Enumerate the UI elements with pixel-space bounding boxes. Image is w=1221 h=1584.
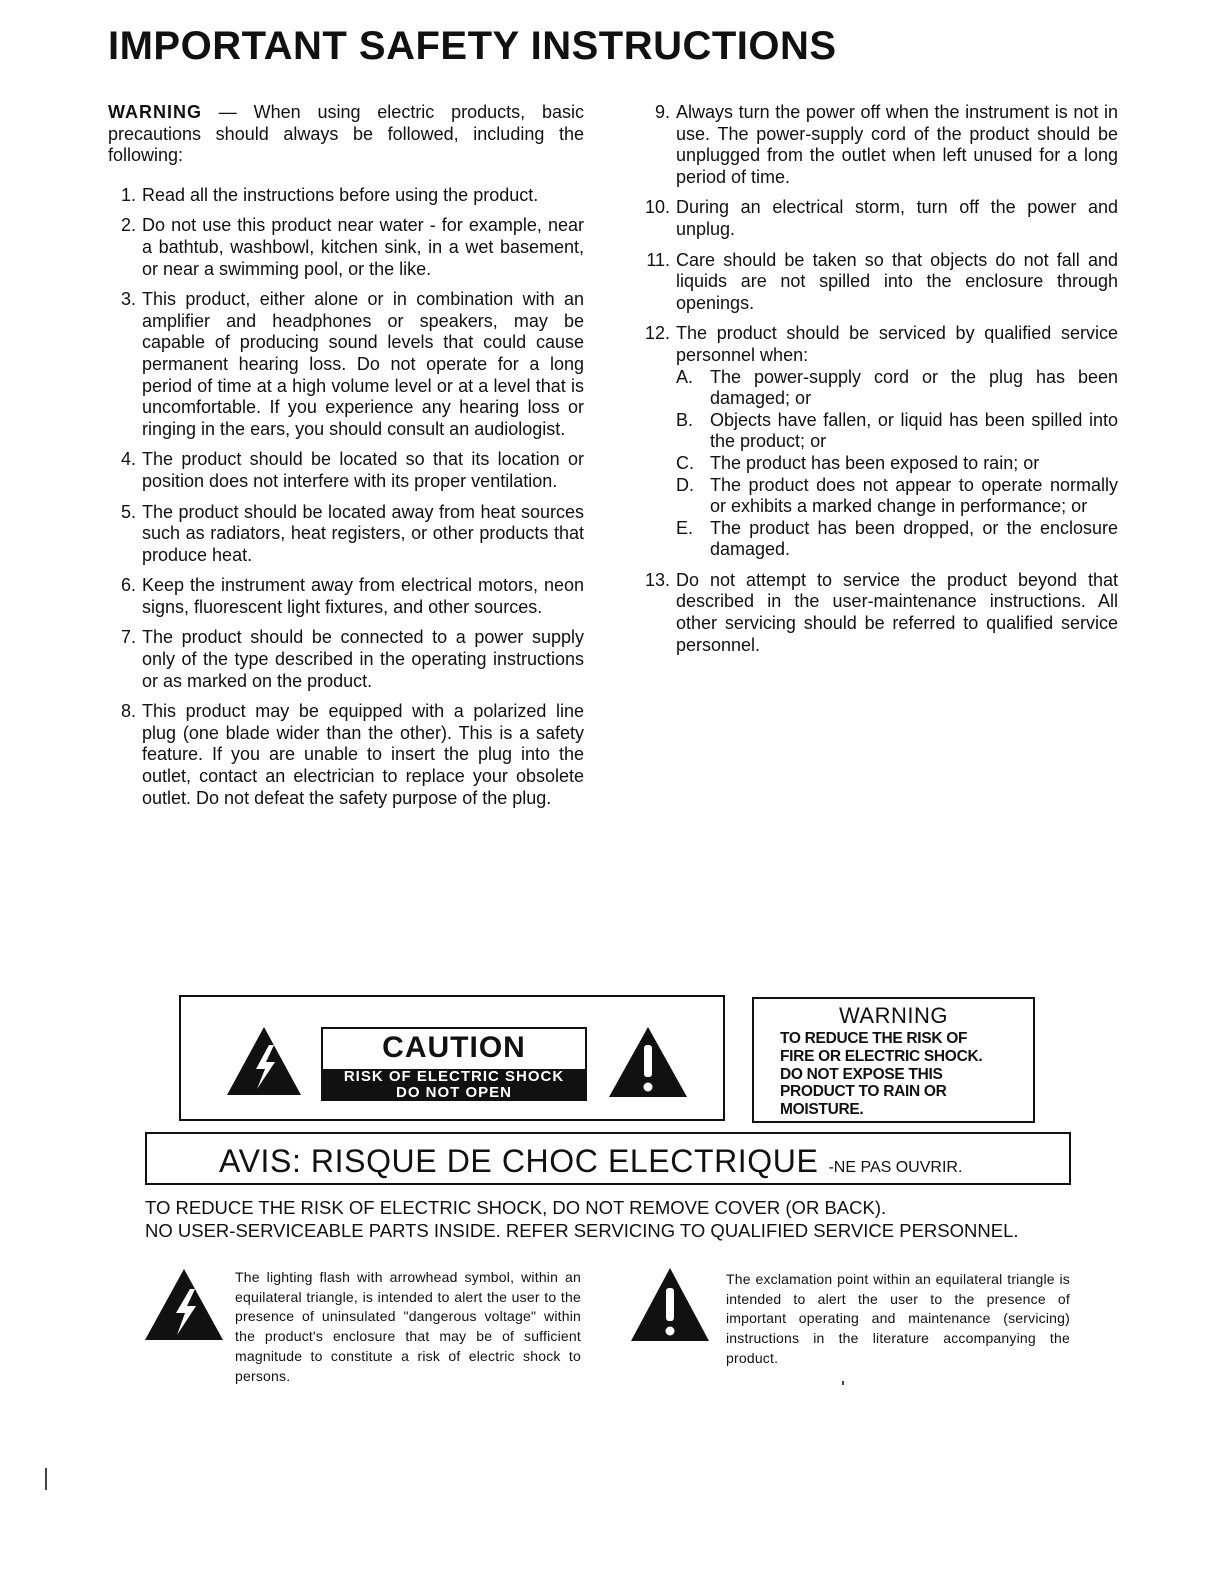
left-column <box>108 102 584 818</box>
sub-item-text: The product has been exposed to rain; or <box>710 452 1040 473</box>
item-text: The product should be connected to a power supply only of the type described in the operating instructions or as marked on the product. <box>142 627 584 691</box>
item-number: 4. <box>120 449 136 470</box>
intro-warning-label: WARNING <box>108 102 202 122</box>
shock-notice-line-1: TO REDUCE THE RISK OF ELECTRIC SHOCK, DO NOT REMOVE COVER (OR BACK). <box>145 1197 887 1218</box>
item-text <box>676 323 1118 561</box>
scan-mark <box>842 1381 844 1385</box>
item-number: 12. <box>644 323 670 344</box>
item-text: Keep the instrument away from electrical motors, neon signs, fluorescent light fixtures, and other sources. <box>142 575 584 617</box>
item-12-intro: The product should be serviced by qualified service personnel when: <box>676 323 1118 365</box>
item-text: This product may be equipped with a polarized line plug (one blade wider than the other). This is a safety feature. If you are unable to insert the plug into the outlet, contact an electrician to replace your obsolete outlet. Do not defeat the safety purpose of the plug. <box>142 701 584 808</box>
avis-sub-text: -NE PAS OUVRIR. <box>828 1159 963 1176</box>
lightning-symbol-explanation: The lighting flash with arrowhead symbol, within an equilateral triangle, is intended to alert the user to the presence of uninsulated "dangerous voltage" within the product's enclosure that may be of sufficient magnitude to constitute a risk of electric shock to persons. <box>235 1269 581 1384</box>
warning-line: TO REDUCE THE RISK OF <box>780 1030 968 1047</box>
item-number: 2. <box>120 215 136 236</box>
lightning-triangle-icon <box>225 1025 303 1097</box>
list-item <box>108 215 584 280</box>
warning-line: PRODUCT TO RAIN OR <box>780 1083 947 1101</box>
item-number: 8. <box>120 701 136 722</box>
caution-title: CAUTION <box>382 1031 526 1064</box>
avis-main-text: AVIS: RISQUE DE CHOC ELECTRIQUE <box>219 1143 819 1179</box>
item-text: Always turn the power off when the instrument is not in use. The power-supply cord of the product should be unplugged from the outlet when left unused for a long period of time. <box>676 102 1118 187</box>
instruction-list-right <box>636 102 1118 656</box>
caution-label <box>321 1027 587 1101</box>
sub-item-letter: B. <box>676 409 694 430</box>
service-conditions-list <box>676 367 1118 561</box>
sub-item <box>676 367 1118 410</box>
caution-panel <box>179 995 725 1121</box>
sub-item <box>676 475 1118 518</box>
item-number: 7. <box>120 627 136 648</box>
caution-subtitle <box>323 1069 585 1101</box>
list-item <box>636 250 1118 315</box>
item-text: During an electrical storm, turn off the power and unplug. <box>676 197 1118 239</box>
sub-item-text: Objects have fallen, or liquid has been spilled into the product; or <box>710 409 1118 452</box>
intro-warning-text: — When using electric products, basic precautions should always be followed, including the following: <box>108 102 584 166</box>
scan-mark <box>45 1468 47 1490</box>
avis-panel <box>145 1132 1071 1185</box>
warning-line: MOISTURE. <box>780 1101 864 1119</box>
caution-line-1: RISK OF ELECTRIC SHOCK <box>343 1068 565 1085</box>
sub-item-letter: A. <box>676 366 694 387</box>
item-number: 13. <box>644 569 670 590</box>
sub-item-letter: C. <box>676 452 694 473</box>
list-item <box>636 197 1118 240</box>
list-item <box>108 449 584 492</box>
exclamation-triangle-icon <box>607 1025 689 1099</box>
sub-item-letter: E. <box>676 517 694 538</box>
item-number: 6. <box>120 575 136 596</box>
warning-text <box>780 1030 1030 1119</box>
exclamation-symbol-icon <box>629 1266 711 1343</box>
sub-item-text: The product has been dropped, or the enclosure damaged. <box>710 517 1118 560</box>
list-item <box>636 102 1118 188</box>
list-item <box>636 570 1118 656</box>
warning-line: FIRE OR ELECTRIC SHOCK. <box>780 1047 983 1065</box>
sub-item <box>676 410 1118 453</box>
item-text: This product, either alone or in combination with an amplifier and headphones or speakers, may be capable of producing sound levels that could cause permanent hearing loss. Do not operate for a long period of time at a high volume level or at a level that is uncomfortable. If you experience any hearing loss or ringing in the ears, you should consult an audiologist. <box>142 289 584 439</box>
list-item <box>108 185 584 207</box>
list-item <box>108 502 584 567</box>
instruction-list-left <box>108 185 584 809</box>
warning-panel <box>752 997 1035 1123</box>
avis-text <box>219 1143 962 1180</box>
shock-notice-line-2: NO USER-SERVICEABLE PARTS INSIDE. REFER SERVICING TO QUALIFIED SERVICE PERSONNEL. <box>145 1220 1019 1241</box>
item-number: 9. <box>654 102 670 122</box>
list-item <box>108 575 584 618</box>
sub-item-letter: D. <box>676 474 694 495</box>
item-text: The product should be located away from heat sources such as radiators, heat registers, or other products that produce heat. <box>142 501 584 565</box>
sub-item-text: The power-supply cord or the plug has been damaged; or <box>710 366 1118 409</box>
page-title: IMPORTANT SAFETY INSTRUCTIONS <box>108 24 837 68</box>
item-number: 1. <box>120 184 136 205</box>
item-number: 3. <box>120 289 136 310</box>
sub-item-text: The product does not appear to operate normally or exhibits a marked change in performance; or <box>710 474 1118 517</box>
list-item <box>108 701 584 809</box>
exclamation-symbol-explanation: The exclamation point within an equilateral triangle is intended to alert the user to the presence of important operating and maintenance (servicing) instructions in the literature accompanying the product. <box>726 1271 1070 1366</box>
item-text: Do not use this product near water - for example, near a bathtub, washbowl, kitchen sink, in a wet basement, or near a swimming pool, or the like. <box>142 215 584 279</box>
item-number: 5. <box>120 501 136 522</box>
item-text: Read all the instructions before using the product. <box>142 184 539 205</box>
sub-item <box>676 518 1118 561</box>
sub-item <box>676 453 1118 475</box>
list-item <box>636 323 1118 561</box>
item-number: 10. <box>644 197 670 218</box>
right-column <box>636 102 1118 665</box>
item-number: 11. <box>646 249 670 270</box>
lightning-symbol-icon <box>143 1267 225 1342</box>
caution-line-2: DO NOT OPEN <box>395 1084 512 1101</box>
item-text: Care should be taken so that objects do not fall and liquids are not spilled into the enclosure through openings. <box>676 249 1118 313</box>
warning-title: WARNING <box>838 1003 948 1028</box>
list-item <box>108 289 584 440</box>
warning-line: DO NOT EXPOSE THIS <box>780 1065 943 1083</box>
item-text: Do not attempt to service the product beyond that described in the user-maintenance instructions. All other servicing should be referred to qualified service personnel. <box>676 569 1118 655</box>
intro-warning <box>108 102 584 167</box>
item-text: The product should be located so that its location or position does not interfere with its proper ventilation. <box>142 449 584 491</box>
list-item <box>108 627 584 692</box>
shock-notice <box>145 1196 1019 1242</box>
